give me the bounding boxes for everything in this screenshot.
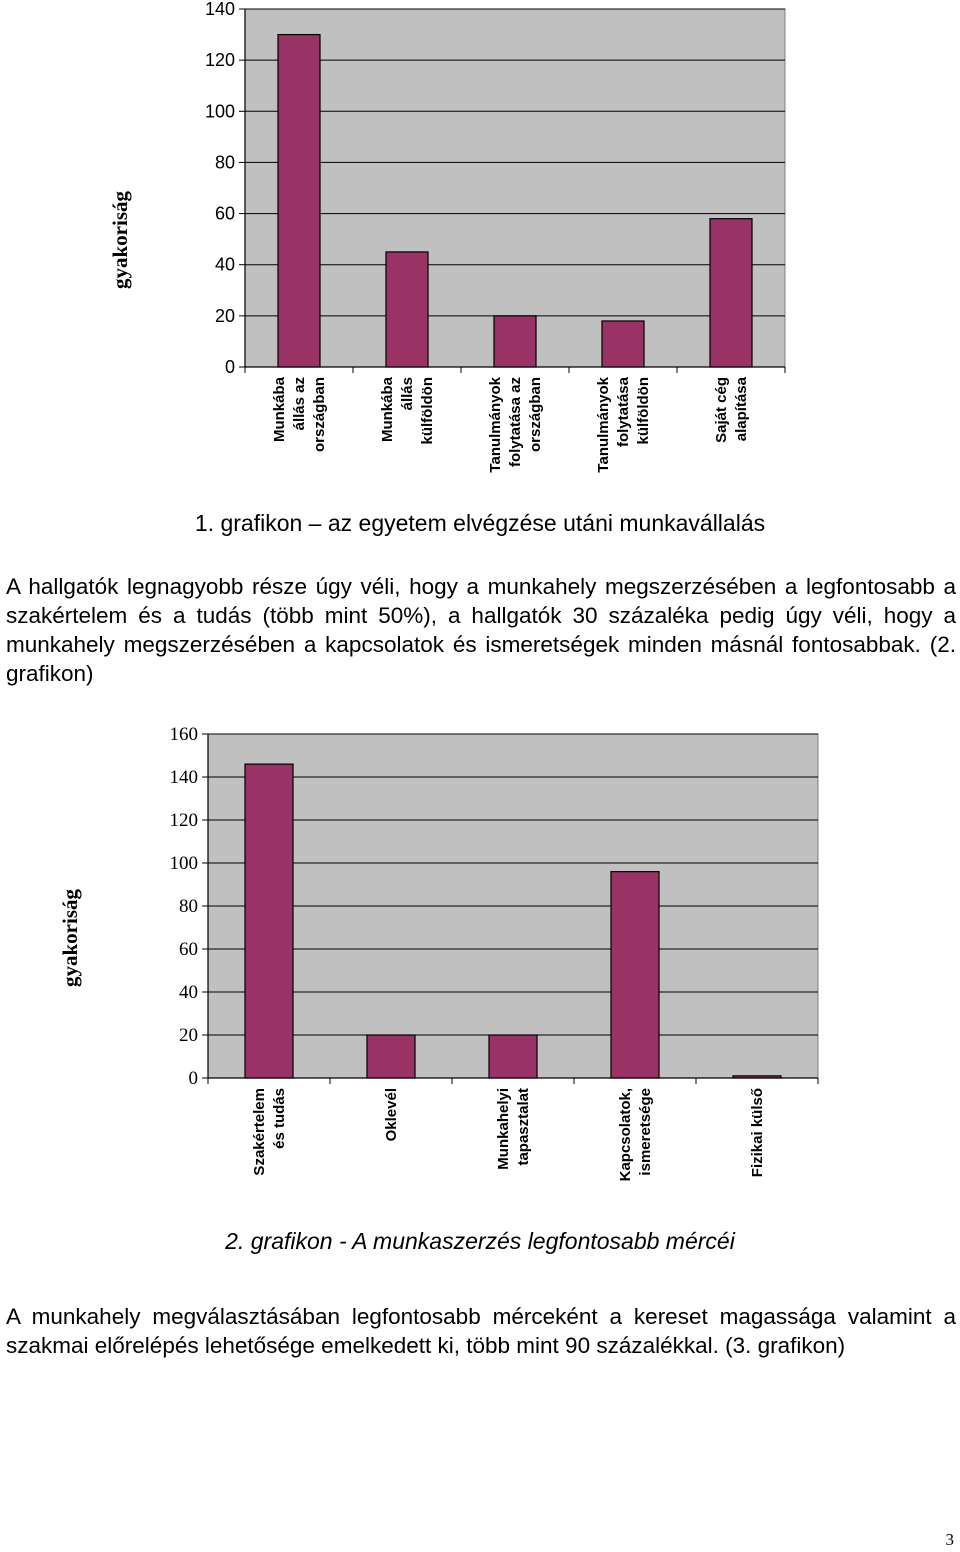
x-category-label <box>495 1088 532 1170</box>
chart-1-caption: 1. grafikon – az egyetem elvégzése utáni munkavállalás <box>194 510 766 536</box>
x-category-label <box>271 376 328 452</box>
plot-area <box>245 9 785 367</box>
bar <box>386 252 428 367</box>
bar <box>602 321 644 367</box>
y-tick-label: 40 <box>214 254 235 275</box>
bar <box>611 872 659 1078</box>
y-tick-label: 60 <box>214 203 235 224</box>
x-category-label-line: Fizikai külső <box>749 1088 766 1178</box>
x-category-label-line: tapasztalat <box>515 1088 532 1166</box>
paragraph-2: A munkahely megválasztásában legfontosabb mérceként a kereset magassága valamint a szakmai előrelépés lehetősége emelkedett ki, több mint 90 százalékkal. (3. grafikon) <box>6 1304 956 1358</box>
y-tick-label: 20 <box>179 1025 198 1046</box>
x-category-label-line: Kapcsolatok, <box>617 1088 634 1182</box>
bar <box>489 1035 537 1078</box>
x-category-label <box>749 1088 766 1177</box>
x-category-label <box>383 1088 400 1141</box>
y-tick-label: 160 <box>169 724 198 745</box>
y-tick-label: 100 <box>204 101 235 122</box>
y-axis-title: gyakoriság <box>58 888 82 988</box>
x-category-label-line: Saját cég <box>713 377 730 443</box>
x-category-label <box>617 1088 654 1181</box>
x-category-label <box>595 376 652 472</box>
x-category-label-line: Munkahelyi <box>495 1088 512 1170</box>
y-axis-title: gyakoriság <box>108 190 132 290</box>
chart-2-caption: 2. grafikon - A munkaszerzés legfontosabb mércéi <box>225 1228 735 1254</box>
x-category-label-line: Oklevél <box>383 1088 400 1142</box>
x-category-label-line: folytatása az <box>507 377 524 468</box>
bar <box>494 316 536 367</box>
x-category-label-line: Tanulmányok <box>595 377 612 473</box>
chart-2 <box>0 720 960 1210</box>
bar <box>367 1035 415 1078</box>
x-category-label-line: és tudás <box>271 1088 288 1149</box>
chart-1 <box>0 0 960 500</box>
x-category-label-line: állás az <box>291 377 308 431</box>
bar <box>245 764 293 1078</box>
x-category-label-line: Tanulmányok <box>487 377 504 473</box>
bar <box>733 1076 781 1078</box>
x-category-label-line: Munkába <box>379 377 396 443</box>
y-tick-label: 100 <box>169 853 198 874</box>
y-tick-label: 120 <box>204 50 235 71</box>
x-category-label-line: állás <box>399 377 416 411</box>
y-tick-label: 80 <box>179 896 198 917</box>
y-tick-label: 0 <box>224 357 235 377</box>
y-tick-label: 140 <box>204 0 235 19</box>
y-tick-label: 120 <box>169 810 198 831</box>
x-category-label-line: külföldön <box>419 377 436 445</box>
x-category-label-line: országban <box>311 377 328 453</box>
x-category-label-line: Munkába <box>271 377 288 443</box>
bar <box>710 219 752 367</box>
x-category-label-line: külföldön <box>635 377 652 445</box>
x-category-label-line: alapítása <box>733 377 750 442</box>
paragraph-1: A hallgatók legnagyobb része úgy véli, hogy a munkahely megszerzésében a legfontosabb a szakértelem és a tudás (több mint 50%), a hallgatók 30 százaléka pedig úgy véli, hogy a munkahely megszerzésében a kapcsolatok és ismeretségek minden másnál fontosabbak. (2. grafikon) <box>6 574 956 686</box>
page-number: 3 <box>945 1530 954 1549</box>
x-category-label <box>251 1088 288 1176</box>
x-category-label-line: folytatása <box>615 377 632 448</box>
x-category-label-line: országban <box>527 377 544 453</box>
x-category-label-line: ismeretsége <box>637 1088 654 1176</box>
y-tick-label: 140 <box>169 767 198 788</box>
y-tick-label: 20 <box>214 305 235 326</box>
x-category-label <box>379 376 436 444</box>
y-tick-label: 0 <box>188 1068 198 1089</box>
x-category-label <box>487 376 544 472</box>
y-tick-label: 60 <box>179 939 198 960</box>
bar <box>278 35 320 367</box>
y-tick-label: 40 <box>179 982 198 1003</box>
x-category-label-line: Szakértelem <box>251 1088 268 1176</box>
y-tick-label: 80 <box>214 152 235 173</box>
x-category-label <box>713 376 750 443</box>
